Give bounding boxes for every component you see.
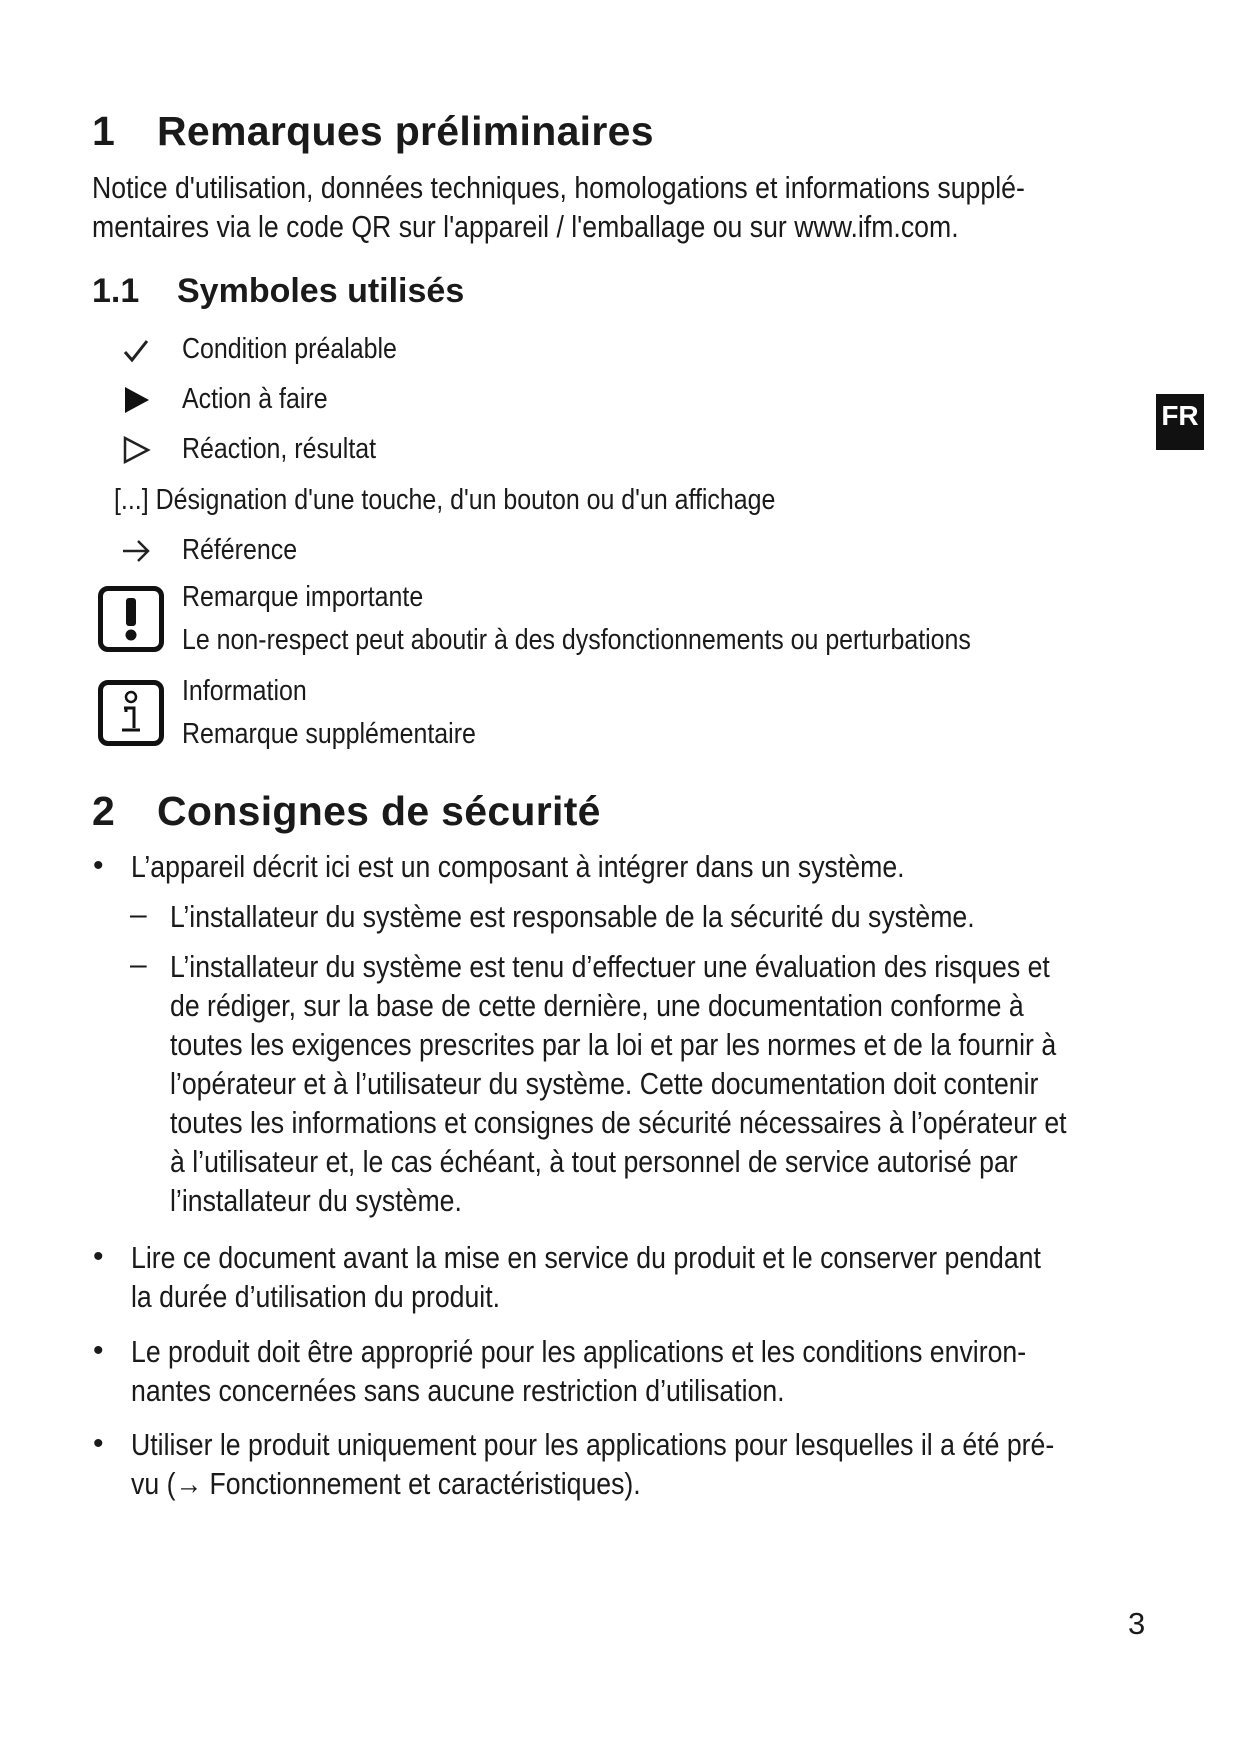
paragraph-line: toutes les exigences prescrites par la loi et par les normes et de la fournir à [170,1027,1057,1062]
section-title: Symboles utilisés [177,272,465,310]
paragraph-line: L’installateur du système est tenu d’effectuer une évaluation des risques et [170,949,1050,984]
info-text: Remarque supplémentaire [182,718,476,750]
section-title: Remarques préliminaires [157,108,654,154]
dash-glyph: – [130,948,147,981]
section-number: 1.1 [92,272,140,310]
designation-line: [...] Désignation d'une touche, d'un bouton ou d'un affichage [114,484,776,516]
bullet-glyph: • [93,1427,104,1460]
outline-triangle-icon [118,432,154,468]
dash-glyph: – [130,898,147,931]
symbol-label: Action à faire [182,383,328,415]
paragraph-line: Lire ce document avant la mise en service du produit et le conserver pendant [131,1240,1041,1275]
section-2-heading [92,788,792,838]
symbol-label: Réaction, résultat [182,433,377,465]
paragraph-line: l’installateur du système. [170,1183,462,1218]
paragraph-line: Notice d'utilisation, données techniques, homologations et informations supplé- [92,170,1025,205]
paragraph-line: la durée d’utilisation du produit. [131,1279,501,1314]
symbol-label: Condition préalable [182,333,397,365]
paragraph-line: Utiliser le produit uniquement pour les applications pour lesquelles il a été pré- [131,1427,1055,1462]
paragraph-line: à l’utilisateur et, le cas échéant, à tout personnel de service autorisé par [170,1144,1018,1179]
arrow-right-icon [118,533,154,569]
bullet-paragraph [131,1425,1054,1503]
section-1-heading [92,108,792,158]
exclamation-icon [98,586,164,652]
language-tab: FR [1156,394,1204,450]
info-icon [98,680,164,746]
paragraph-line: vu (→ Fonctionnement et caractéristiques). [131,1466,641,1501]
filled-triangle-icon [118,382,154,418]
section-number: 1 [92,108,116,154]
sub-bullet-paragraph [170,947,1067,1220]
check-icon [118,333,154,369]
info-title: Information [182,675,307,707]
paragraph-line: de rédiger, sur la base de cette dernière, une documentation conforme à [170,988,1024,1023]
page-number: 3 [1128,1606,1146,1641]
bullet-glyph: • [93,1240,104,1273]
paragraph-line: nantes concernées sans aucune restriction d’utilisation. [131,1373,785,1408]
section-number: 2 [92,788,116,834]
paragraph-line: mentaires via le code QR sur l'appareil / l'emballage ou sur www.ifm.com. [92,209,959,244]
bullet-text: L’appareil décrit ici est un composant à intégrer dans un système. [131,849,905,884]
bullet-glyph: • [93,849,104,882]
sub-bullet-text: L’installateur du système est responsable de la sécurité du système. [170,899,975,934]
paragraph-line: l’opérateur et à l’utilisateur du système. Cette documentation doit contenir [170,1066,1039,1101]
important-title: Remarque importante [182,581,424,613]
bullet-glyph: • [93,1334,104,1367]
important-text: Le non-respect peut aboutir à des dysfonctionnements ou perturbations [182,624,971,656]
paragraph-line: Le produit doit être approprié pour les applications et les conditions environ- [131,1334,1027,1369]
section-1-1-heading [92,272,692,312]
symbol-label: Référence [182,534,298,566]
section-title: Consignes de sécurité [157,788,601,834]
paragraph-line: toutes les informations et consignes de sécurité nécessaires à l’opérateur et [170,1105,1067,1140]
bullet-paragraph [131,1238,1041,1316]
intro-paragraph [92,168,1025,246]
bullet-paragraph [131,1332,1026,1410]
